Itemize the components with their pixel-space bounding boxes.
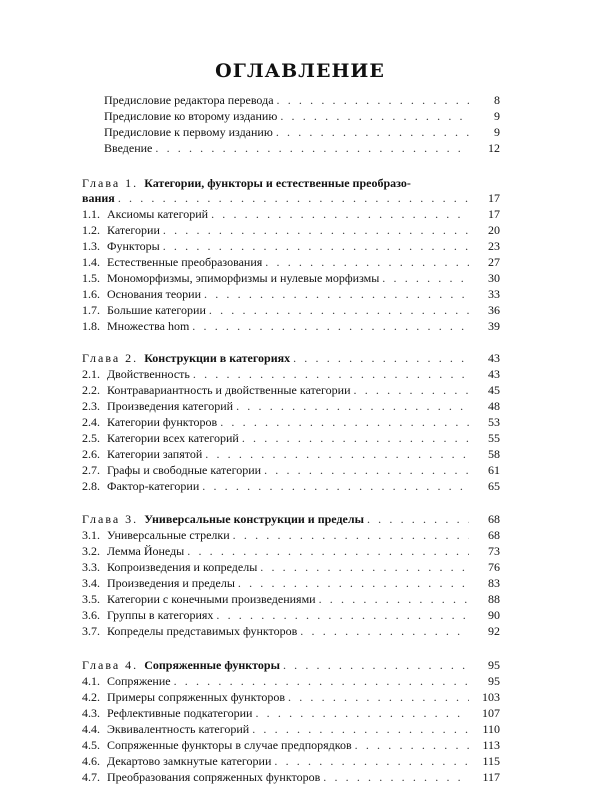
section-number: 4.1. [82,674,100,688]
section-number: 1.5. [82,271,100,285]
chapter-heading[interactable] [82,350,500,366]
leader-dots [354,382,469,398]
leader-dots [300,623,469,639]
chapter-title: Сопряженные функторы [144,658,280,672]
toc-entry[interactable] [104,108,500,124]
toc-entry[interactable] [104,92,500,108]
leader-dots [280,108,469,124]
leader-dots [382,270,469,286]
section-entry[interactable] [82,462,500,478]
entry-label: Предисловие к первому изданию [104,125,273,139]
section-label: Контравариантность и двойственные категории [107,383,351,397]
leader-dots [288,689,469,705]
section-number: 4.5. [82,738,100,752]
section-number: 4.4. [82,722,100,736]
entry-page: 9 [494,109,500,123]
section-number: 1.6. [82,287,100,301]
section-label: Двойственность [107,367,190,381]
section-entry[interactable] [82,753,500,769]
leader-dots [277,92,469,108]
leader-dots [209,302,469,318]
leader-dots [236,398,469,414]
section-entry[interactable] [82,689,500,705]
section-number: 1.2. [82,223,100,237]
section-number: 2.4. [82,415,100,429]
leader-dots [265,254,469,270]
section-page: 55 [488,431,500,445]
section-label: Произведения категорий [107,399,234,413]
section-page: 61 [488,463,500,477]
leader-dots [216,607,469,623]
leader-dots [187,543,469,559]
section-number: 2.1. [82,367,100,381]
section-page: 58 [488,447,500,461]
chapter-4 [82,657,500,785]
leader-dots [242,430,469,446]
section-page: 65 [488,479,500,493]
section-entry[interactable] [82,527,500,543]
section-entry[interactable] [82,430,500,446]
front-matter [104,92,500,156]
section-number: 3.3. [82,560,100,574]
section-number: 3.4. [82,576,100,590]
section-page: 48 [488,399,500,413]
spacer [104,639,500,657]
section-label: Лемма Йонеды [107,544,185,558]
section-page: 107 [482,706,500,720]
entry-page: 12 [488,141,500,155]
section-label: Эквивалентность категорий [107,722,250,736]
chapter-heading[interactable] [82,657,500,673]
toc-entry[interactable] [104,140,500,156]
section-number: 4.7. [82,770,100,784]
chapter-title-continued: вания [82,191,115,205]
section-label: Категории всех категорий [107,431,239,445]
leader-dots [255,705,469,721]
section-label: Декартово замкнутые категории [107,754,272,768]
leader-dots [323,769,469,785]
section-page: 20 [488,223,500,237]
section-label: Примеры сопряженных функторов [107,690,286,704]
section-entry[interactable] [82,478,500,494]
leader-dots [238,575,469,591]
chapter-prefix: Глава 2. [82,351,139,365]
leader-dots [367,512,469,527]
section-label: Естественные преобразования [107,255,263,269]
leader-dots [276,124,469,140]
section-page: 76 [488,560,500,574]
leader-dots [205,446,469,462]
chapter-page: 95 [488,658,500,672]
entry-label: Введение [104,141,153,155]
chapter-title: Категории, функторы и естественные преобразо- [144,176,411,190]
section-entry[interactable] [82,222,500,238]
chapter-page: 17 [488,191,500,205]
section-label: Преобразования сопряженных функторов [107,770,321,784]
leader-dots [155,140,469,156]
section-page: 92 [488,624,500,638]
chapter-1 [82,176,500,334]
entry-label: Предисловие редактора перевода [104,93,274,107]
leader-dots [211,206,469,222]
chapter-heading[interactable] [82,511,500,527]
section-entry[interactable] [82,575,500,591]
section-label: Копределы представимых функторов [107,624,298,638]
table-of-contents [82,92,500,785]
section-number: 2.5. [82,431,100,445]
leader-dots [193,366,469,382]
section-page: 113 [482,738,500,752]
section-label: Категории [107,223,160,237]
section-entry[interactable] [82,559,500,575]
section-number: 4.3. [82,706,100,720]
spacer [104,156,500,176]
leader-dots [274,753,469,769]
section-entry[interactable] [82,206,500,222]
section-label: Графы и свободные категории [107,463,262,477]
section-label: Основания теории [107,287,202,301]
entry-label: Предисловие ко второму изданию [104,109,278,123]
section-number: 1.8. [82,319,100,333]
section-page: 68 [488,528,500,542]
section-entry[interactable] [82,607,500,623]
section-number: 2.3. [82,399,100,413]
section-number: 3.1. [82,528,100,542]
section-page: 27 [488,255,500,269]
section-number: 4.6. [82,754,100,768]
section-label: Множества hom [107,319,190,333]
section-entry[interactable] [82,414,500,430]
section-entry[interactable] [82,398,500,414]
section-entry[interactable] [82,366,500,382]
section-entry[interactable] [82,737,500,753]
leader-dots [220,414,469,430]
section-page: 30 [488,271,500,285]
section-entry[interactable] [82,254,500,270]
section-number: 1.1. [82,207,100,221]
section-label: Сопряженные функторы в случае предпорядков [107,738,352,752]
entry-page: 8 [494,93,500,107]
section-page: 115 [482,754,500,768]
section-page: 39 [488,319,500,333]
chapter-title: Универсальные конструкции и пределы [144,512,364,526]
section-entry[interactable] [82,769,500,785]
leader-dots [355,737,469,753]
section-entry[interactable] [82,673,500,689]
section-entry[interactable] [82,270,500,286]
leader-dots [163,222,469,238]
section-label: Произведения и пределы [107,576,235,590]
leader-dots [118,191,469,206]
section-label: Функторы [107,239,160,253]
leader-dots [293,351,469,366]
chapter-title: Конструкции в категориях [144,351,291,365]
section-entry[interactable] [82,623,500,639]
leader-dots [233,527,469,543]
chapter-page: 68 [488,512,500,526]
chapter-heading[interactable] [82,176,500,206]
entry-page: 9 [494,125,500,139]
section-entry[interactable] [82,705,500,721]
section-page: 45 [488,383,500,397]
section-number: 2.6. [82,447,100,461]
chapter-3 [82,511,500,639]
chapter-2 [82,350,500,494]
section-page: 43 [488,367,500,381]
section-number: 2.2. [82,383,100,397]
spacer [104,334,500,350]
section-number: 2.8. [82,479,100,493]
leader-dots [319,591,469,607]
section-page: 53 [488,415,500,429]
section-page: 95 [488,674,500,688]
section-label: Универсальные стрелки [107,528,230,542]
section-label: Категории функторов [107,415,218,429]
section-page: 73 [488,544,500,558]
chapter-prefix: Глава 4. [82,658,139,672]
section-number: 1.7. [82,303,100,317]
leader-dots [252,721,469,737]
section-page: 33 [488,287,500,301]
section-label: Копроизведения и копределы [107,560,258,574]
section-entry[interactable] [82,238,500,254]
spacer [104,494,500,511]
section-entry[interactable] [82,446,500,462]
section-page: 117 [482,770,500,784]
leader-dots [202,478,469,494]
section-entry[interactable] [82,543,500,559]
section-label: Большие категории [107,303,206,317]
section-entry[interactable] [82,382,500,398]
section-entry[interactable] [82,721,500,737]
section-label: Группы в категориях [107,608,214,622]
section-label: Фактор-категории [107,479,200,493]
leader-dots [204,286,469,302]
section-page: 17 [488,207,500,221]
section-label: Категории запятой [107,447,203,461]
section-entry[interactable] [82,302,500,318]
leader-dots [283,658,469,673]
section-label: Аксиомы категорий [107,207,209,221]
section-label: Рефлективные подкатегории [107,706,253,720]
leader-dots [260,559,469,575]
section-number: 1.3. [82,239,100,253]
toc-entry[interactable] [104,124,500,140]
section-entry[interactable] [82,286,500,302]
page-title: ОГЛАВЛЕНИЕ [215,60,385,82]
leader-dots [192,318,469,334]
section-page: 23 [488,239,500,253]
section-label: Мономорфизмы, эпиморфизмы и нулевые морфизмы [107,271,380,285]
section-page: 83 [488,576,500,590]
leader-dots [163,238,469,254]
section-entry[interactable] [82,318,500,334]
chapter-page: 43 [488,351,500,365]
section-number: 2.7. [82,463,100,477]
section-number: 3.5. [82,592,100,606]
section-entry[interactable] [82,591,500,607]
section-page: 36 [488,303,500,317]
section-page: 88 [488,592,500,606]
section-label: Категории с конечными произведениями [107,592,316,606]
section-number: 4.2. [82,690,100,704]
leader-dots [174,673,469,689]
section-page: 110 [482,722,500,736]
section-label: Сопряжение [107,674,171,688]
section-number: 3.6. [82,608,100,622]
section-page: 103 [482,690,500,704]
leader-dots [264,462,469,478]
section-page: 90 [488,608,500,622]
section-number: 3.7. [82,624,100,638]
chapter-prefix: Глава 1. [82,176,139,190]
chapter-prefix: Глава 3. [82,512,139,526]
section-number: 1.4. [82,255,100,269]
section-number: 3.2. [82,544,100,558]
